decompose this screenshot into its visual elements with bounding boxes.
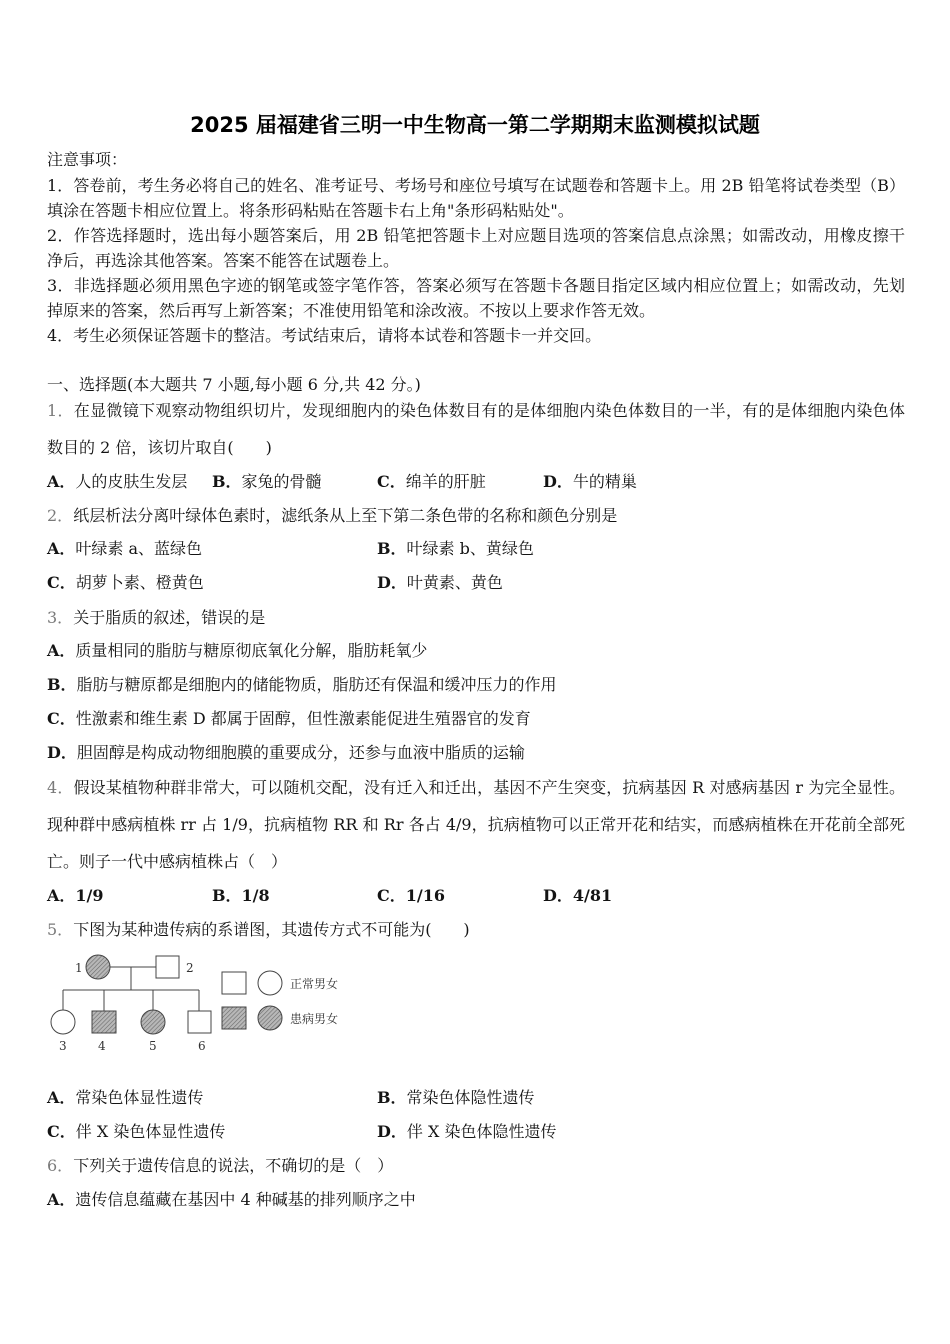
- option-label: D．: [47, 743, 77, 762]
- option-label: A．: [47, 472, 76, 491]
- question-3-option-c-row: [0, 706, 950, 731]
- option-label: B．: [47, 675, 77, 694]
- option-text: 质量相同的脂肪与糖原彻底氧化分解，脂肪耗氧少: [75, 641, 428, 660]
- option-a: [47, 883, 104, 908]
- individual-label-6: 6: [198, 1039, 206, 1053]
- question-number: 2．: [47, 506, 74, 525]
- question-3-option-d-row: [0, 740, 950, 765]
- option-label: A．: [47, 1088, 76, 1107]
- option-a: [47, 469, 187, 494]
- option-text: 胡萝卜素、橙黄色: [75, 573, 204, 592]
- legend-affected-female: [258, 1006, 282, 1030]
- notice-heading: 注意事项：: [47, 150, 128, 169]
- individual-1-affected-female: [86, 955, 110, 979]
- option-text: 常染色体隐性遗传: [406, 1088, 535, 1107]
- option-d: [543, 469, 637, 494]
- option-label: A．: [47, 1190, 76, 1209]
- option-c: [377, 883, 445, 908]
- option-text: 叶黄素、黄色: [406, 573, 503, 592]
- question-5-options-row-1: [0, 1085, 950, 1110]
- legend-normal-label: 正常男女: [290, 977, 339, 991]
- question-number: 6．: [47, 1156, 74, 1175]
- option-label: B．: [377, 1088, 407, 1107]
- option-text: 性激素和维生素 D 都属于固醇，但性激素能促进生殖器官的发育: [75, 709, 531, 728]
- question-6-option-a-row: [0, 1187, 950, 1212]
- question-text: 在显微镜下观察动物组织切片，发现细胞内的染色体数目有的是体细胞内染色体数目的一半，有的是体细胞内染色体数目的 2 倍，该切片取自( ): [47, 401, 905, 457]
- legend-normal-female: [258, 971, 282, 995]
- option-b: [212, 883, 270, 908]
- question-2-options-row-1: [0, 536, 950, 561]
- option-c: [47, 570, 204, 595]
- question-text: 关于脂质的叙述，错误的是: [73, 608, 266, 627]
- option-d: [377, 1119, 556, 1144]
- notice-item-2: 2．作答选择题时，选出每小题答案后，用 2B 铅笔把答题卡上对应题目选项的答案信息点涂黑；如需改动，用橡皮擦干净后，再选涂其他答案。答案不能答在试题卷上。: [47, 226, 905, 270]
- individual-label-2: 2: [186, 961, 194, 975]
- question-6-stem: [47, 1153, 905, 1178]
- individual-2-normal-male: [156, 956, 179, 978]
- option-label: C．: [47, 1122, 76, 1141]
- question-2-options-row-2: [0, 570, 950, 595]
- question-1-stem: [47, 392, 905, 466]
- option-label: A．: [47, 641, 76, 660]
- question-2-stem: [47, 503, 905, 528]
- option-text: 1/8: [241, 886, 270, 905]
- question-text: 假设某植物种群非常大，可以随机交配，没有迁入和迁出，基因不产生突变，抗病基因 R 对感病基因 r 为完全显性。现种群中感病植株 rr 占 1/9，抗病植物 RR 和 Rr 各占 4/9，抗病植物可以正常开花和结实，而感病植株在开花前全部死亡。则子一代中感病植株占（ ）: [47, 778, 905, 871]
- option-a: [47, 1187, 416, 1212]
- question-4-options: [0, 883, 950, 908]
- legend-affected-label: 患病男女: [290, 1012, 339, 1026]
- option-label: D．: [543, 886, 573, 905]
- option-c: [47, 706, 531, 731]
- question-4-stem: [47, 769, 905, 880]
- option-d: [543, 883, 612, 908]
- option-b: [377, 536, 534, 561]
- option-c: [47, 1119, 225, 1144]
- option-a: [47, 1085, 203, 1110]
- option-d: [47, 740, 525, 765]
- option-text: 常染色体显性遗传: [75, 1088, 204, 1107]
- option-text: 1/9: [75, 886, 104, 905]
- individual-label-1: 1: [75, 961, 83, 975]
- question-5-stem: [47, 917, 905, 942]
- question-text: 下列关于遗传信息的说法，不确切的是（ ）: [73, 1156, 394, 1175]
- individual-label-4: 4: [98, 1039, 106, 1053]
- option-text: 叶绿素 a、蓝绿色: [75, 539, 203, 558]
- option-label: D．: [377, 1122, 407, 1141]
- page-title: 2025 届福建省三明一中生物高一第二学期期末监测模拟试题: [190, 113, 760, 137]
- individual-label-5: 5: [149, 1039, 157, 1053]
- question-number: 1．: [47, 401, 74, 420]
- option-text: 叶绿素 b、黄绿色: [406, 539, 534, 558]
- option-label: B．: [212, 886, 242, 905]
- option-b: [47, 672, 557, 697]
- option-text: 1/16: [405, 886, 445, 905]
- individual-3-normal-female: [51, 1010, 75, 1034]
- option-label: C．: [47, 573, 76, 592]
- question-5-options-row-2: [0, 1119, 950, 1144]
- notice-item-3: 3．非选择题必须用黑色字迹的钢笔或签字笔作答，答案必须写在答题卡各题目指定区域内相应位置上；如需改动，先划掉原来的答案，然后再写上新答案；不准使用铅笔和涂改液。不按以上要求作答无效。: [47, 276, 905, 320]
- notice-item-1: 1．答卷前，考生务必将自己的姓名、准考证号、考场号和座位号填写在试题卷和答题卡上。用 2B 铅笔将试卷类型（B）填涂在答题卡相应位置上。将条形码粘贴在答题卡右上角"条形码粘贴处"。: [47, 176, 905, 220]
- option-label: B．: [377, 539, 407, 558]
- option-label: B．: [212, 472, 242, 491]
- question-3-stem: [47, 605, 905, 630]
- option-label: C．: [377, 472, 406, 491]
- option-c: [377, 469, 486, 494]
- option-text: 伴 X 染色体显性遗传: [75, 1122, 226, 1141]
- option-text: 绵羊的肝脏: [405, 472, 486, 491]
- option-text: 伴 X 染色体隐性遗传: [406, 1122, 557, 1141]
- individual-5-affected-female: [141, 1010, 165, 1034]
- pedigree-chart: [40, 945, 360, 1055]
- question-number: 4．: [47, 778, 74, 797]
- option-text: 人的皮肤生发层: [75, 472, 188, 491]
- option-text: 家兔的骨髓: [241, 472, 322, 491]
- option-label: A．: [47, 886, 76, 905]
- option-label: A．: [47, 539, 76, 558]
- option-text: 脂肪与糖原都是细胞内的储能物质，脂肪还有保温和缓冲压力的作用: [76, 675, 557, 694]
- individual-label-3: 3: [59, 1039, 67, 1053]
- individual-6-normal-male: [188, 1011, 211, 1033]
- question-3-option-b-row: [0, 672, 950, 697]
- option-a: [47, 536, 202, 561]
- question-text: 下图为某种遗传病的系谱图，其遗传方式不可能为( ): [73, 920, 470, 939]
- option-text: 胆固醇是构成动物细胞膜的重要成分，还参与血液中脂质的运输: [76, 743, 525, 762]
- option-label: D．: [377, 573, 407, 592]
- option-label: D．: [543, 472, 573, 491]
- option-text: 牛的精巢: [572, 472, 637, 491]
- option-text: 4/81: [572, 886, 613, 905]
- option-a: [47, 638, 427, 663]
- question-3-option-a-row: [0, 638, 950, 663]
- option-text: 遗传信息蕴藏在基因中 4 种碱基的排列顺序之中: [75, 1190, 416, 1209]
- question-text: 纸层析法分离叶绿体色素时，滤纸条从上至下第二条色带的名称和颜色分别是: [73, 506, 618, 525]
- option-b: [212, 469, 322, 494]
- legend-affected-male: [222, 1007, 246, 1029]
- option-d: [377, 570, 503, 595]
- legend-normal-male: [222, 972, 246, 994]
- option-label: C．: [377, 886, 406, 905]
- question-number: 3．: [47, 608, 74, 627]
- option-label: C．: [47, 709, 76, 728]
- notice-item-4: 4．考生必须保证答题卡的整洁。考试结束后，请将本试卷和答题卡一并交回。: [47, 326, 602, 345]
- question-1-options: [0, 469, 950, 494]
- section-heading: 一、选择题(本大题共 7 小题,每小题 6 分,共 42 分。): [47, 375, 421, 394]
- question-number: 5．: [47, 920, 74, 939]
- option-b: [377, 1085, 535, 1110]
- individual-4-affected-male: [92, 1011, 116, 1033]
